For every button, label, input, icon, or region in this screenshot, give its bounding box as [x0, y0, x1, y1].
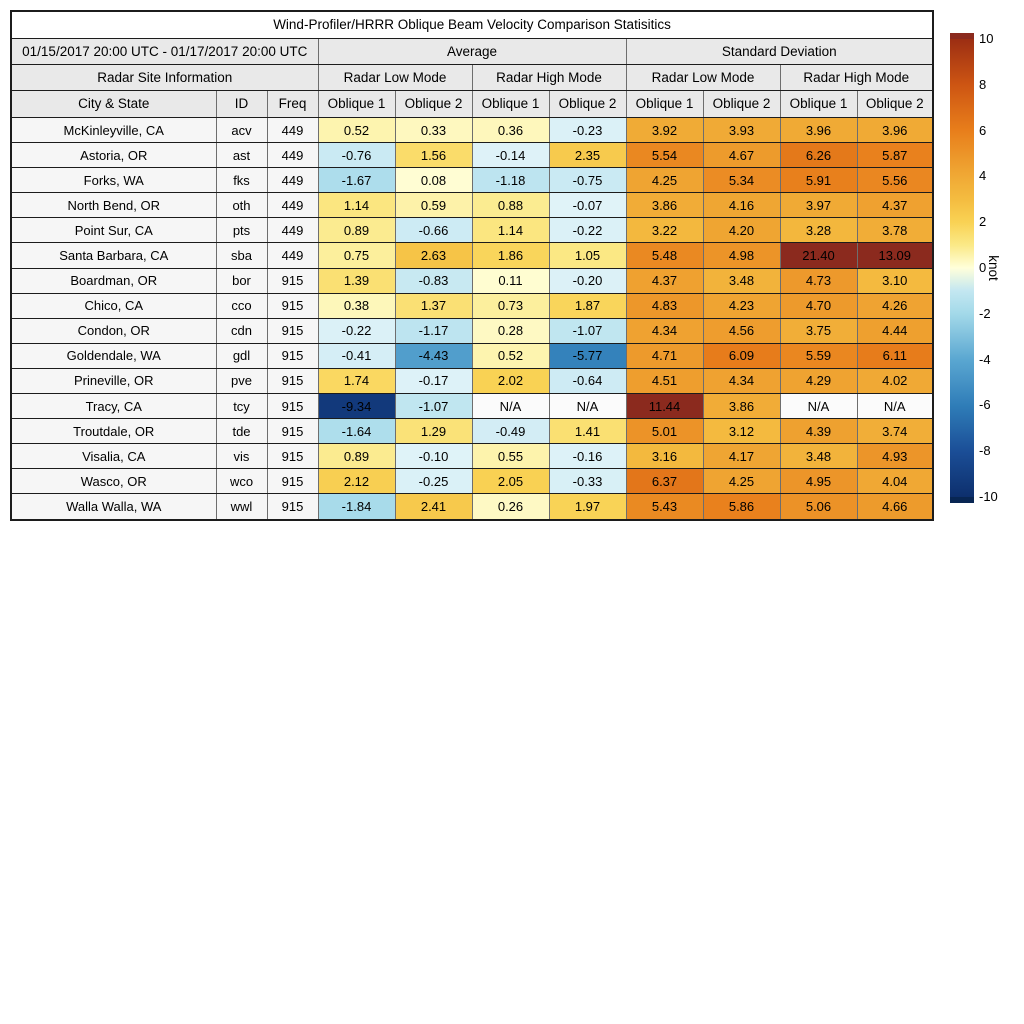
value-cell: 3.12: [703, 419, 780, 444]
title-row: [11, 11, 933, 39]
value-cell: -0.76: [318, 143, 395, 168]
value-cell: 3.16: [626, 444, 703, 469]
city-cell: Point Sur, CA: [11, 218, 216, 243]
value-cell: N/A: [472, 394, 549, 419]
value-cell: 0.88: [472, 193, 549, 218]
colorbar-tick-label: -6: [979, 397, 991, 413]
col-header-oblique1: Oblique 1: [472, 91, 549, 118]
id-cell: sba: [216, 243, 267, 268]
value-cell: 13.09: [857, 243, 933, 268]
col-header-id: ID: [216, 91, 267, 118]
value-cell: 1.39: [318, 268, 395, 293]
value-cell: -1.84: [318, 494, 395, 520]
value-cell: 4.51: [626, 368, 703, 393]
value-cell: -0.22: [549, 218, 626, 243]
value-cell: 6.37: [626, 469, 703, 494]
table-row: [11, 368, 933, 393]
value-cell: 3.86: [626, 193, 703, 218]
value-cell: 0.28: [472, 318, 549, 343]
city-cell: Santa Barbara, CA: [11, 243, 216, 268]
value-cell: 0.59: [395, 193, 472, 218]
value-cell: 4.98: [703, 243, 780, 268]
table-row: [11, 444, 933, 469]
col-header-oblique2: Oblique 2: [703, 91, 780, 118]
id-cell: pts: [216, 218, 267, 243]
freq-cell: 915: [267, 494, 318, 520]
id-cell: bor: [216, 268, 267, 293]
freq-cell: 449: [267, 168, 318, 193]
value-cell: 4.17: [703, 444, 780, 469]
freq-cell: 915: [267, 268, 318, 293]
table-row: [11, 268, 933, 293]
value-cell: 4.83: [626, 293, 703, 318]
value-cell: 4.39: [780, 419, 857, 444]
col-header-oblique2: Oblique 2: [395, 91, 472, 118]
value-cell: 3.96: [780, 118, 857, 143]
freq-cell: 915: [267, 318, 318, 343]
colorbar-tick-label: 4: [979, 168, 987, 184]
value-cell: -0.25: [395, 469, 472, 494]
value-cell: 2.02: [472, 368, 549, 393]
id-cell: wco: [216, 469, 267, 494]
table-title: Wind-Profiler/HRRR Oblique Beam Velocity Comparison Statisitics: [11, 11, 933, 39]
table-row: [11, 168, 933, 193]
colorbar-tick-label: 8: [979, 76, 987, 92]
group-header-average: Average: [318, 39, 626, 65]
table-row: [11, 118, 933, 143]
value-cell: 1.29: [395, 419, 472, 444]
value-cell: 4.66: [857, 494, 933, 520]
value-cell: 4.73: [780, 268, 857, 293]
freq-cell: 915: [267, 469, 318, 494]
value-cell: 4.56: [703, 318, 780, 343]
value-cell: -1.64: [318, 419, 395, 444]
value-cell: 4.93: [857, 444, 933, 469]
freq-cell: 449: [267, 218, 318, 243]
city-cell: Troutdale, OR: [11, 419, 216, 444]
freq-cell: 449: [267, 143, 318, 168]
value-cell: 3.48: [780, 444, 857, 469]
value-cell: -0.75: [549, 168, 626, 193]
colorbar-tick-label: -8: [979, 443, 991, 459]
col-header-oblique1: Oblique 1: [626, 91, 703, 118]
city-cell: Astoria, OR: [11, 143, 216, 168]
table-row: [11, 218, 933, 243]
value-cell: 0.08: [395, 168, 472, 193]
value-cell: 0.36: [472, 118, 549, 143]
value-cell: -1.67: [318, 168, 395, 193]
value-cell: 3.96: [857, 118, 933, 143]
value-cell: 1.86: [472, 243, 549, 268]
value-cell: 5.87: [857, 143, 933, 168]
table-row: [11, 343, 933, 368]
value-cell: -0.14: [472, 143, 549, 168]
value-cell: 2.05: [472, 469, 549, 494]
value-cell: 3.93: [703, 118, 780, 143]
id-cell: cco: [216, 293, 267, 318]
value-cell: 4.37: [626, 268, 703, 293]
city-cell: North Bend, OR: [11, 193, 216, 218]
value-cell: 4.67: [703, 143, 780, 168]
value-cell: 3.74: [857, 419, 933, 444]
value-cell: 5.86: [703, 494, 780, 520]
colorbar-tick-label: -10: [979, 489, 998, 504]
value-cell: -0.66: [395, 218, 472, 243]
value-cell: 1.97: [549, 494, 626, 520]
value-cell: 0.38: [318, 293, 395, 318]
mode-header-std-high: Radar High Mode: [780, 65, 933, 91]
city-cell: Condon, OR: [11, 318, 216, 343]
value-cell: 6.09: [703, 343, 780, 368]
freq-cell: 449: [267, 243, 318, 268]
value-cell: 0.52: [472, 343, 549, 368]
value-cell: 3.78: [857, 218, 933, 243]
col-header-oblique2: Oblique 2: [549, 91, 626, 118]
value-cell: 4.34: [703, 368, 780, 393]
value-cell: N/A: [857, 394, 933, 419]
value-cell: 4.44: [857, 318, 933, 343]
table-row: [11, 293, 933, 318]
value-cell: 4.29: [780, 368, 857, 393]
value-cell: -1.07: [395, 394, 472, 419]
freq-cell: 915: [267, 368, 318, 393]
value-cell: 1.05: [549, 243, 626, 268]
value-cell: 0.89: [318, 444, 395, 469]
value-cell: 4.37: [857, 193, 933, 218]
value-cell: 1.87: [549, 293, 626, 318]
value-cell: 5.34: [703, 168, 780, 193]
stats-table: [10, 10, 934, 521]
value-cell: -0.20: [549, 268, 626, 293]
value-cell: 5.48: [626, 243, 703, 268]
table-row: [11, 494, 933, 520]
value-cell: 2.41: [395, 494, 472, 520]
id-cell: gdl: [216, 343, 267, 368]
city-cell: McKinleyville, CA: [11, 118, 216, 143]
id-cell: cdn: [216, 318, 267, 343]
value-cell: 5.06: [780, 494, 857, 520]
value-cell: -0.41: [318, 343, 395, 368]
mode-header-avg-low: Radar Low Mode: [318, 65, 472, 91]
value-cell: 4.26: [857, 293, 933, 318]
value-cell: 2.63: [395, 243, 472, 268]
value-cell: 3.92: [626, 118, 703, 143]
value-cell: -0.22: [318, 318, 395, 343]
city-cell: Wasco, OR: [11, 469, 216, 494]
value-cell: 4.95: [780, 469, 857, 494]
value-cell: 5.01: [626, 419, 703, 444]
value-cell: 3.10: [857, 268, 933, 293]
mode-header-std-low: Radar Low Mode: [626, 65, 780, 91]
value-cell: 0.55: [472, 444, 549, 469]
freq-cell: 915: [267, 394, 318, 419]
value-cell: 21.40: [780, 243, 857, 268]
colorbar-tick-label: 2: [979, 214, 987, 230]
value-cell: 3.22: [626, 218, 703, 243]
freq-cell: 449: [267, 118, 318, 143]
value-cell: -4.43: [395, 343, 472, 368]
value-cell: 3.48: [703, 268, 780, 293]
col-header-city-state: City & State: [11, 91, 216, 118]
value-cell: 4.16: [703, 193, 780, 218]
value-cell: 1.14: [318, 193, 395, 218]
value-cell: 4.23: [703, 293, 780, 318]
value-cell: 4.04: [857, 469, 933, 494]
value-cell: -0.64: [549, 368, 626, 393]
value-cell: 4.25: [703, 469, 780, 494]
site-info-header: Radar Site Information: [11, 65, 318, 91]
value-cell: 4.70: [780, 293, 857, 318]
value-cell: -0.33: [549, 469, 626, 494]
col-header-freq: Freq: [267, 91, 318, 118]
colorbar-gradient: [950, 33, 974, 503]
value-cell: 5.54: [626, 143, 703, 168]
value-cell: 5.56: [857, 168, 933, 193]
table-row: [11, 394, 933, 419]
value-cell: 11.44: [626, 394, 703, 419]
table-row: [11, 419, 933, 444]
value-cell: -0.49: [472, 419, 549, 444]
id-cell: tcy: [216, 394, 267, 419]
value-cell: 3.28: [780, 218, 857, 243]
value-cell: N/A: [549, 394, 626, 419]
mode-header-row: [11, 65, 933, 91]
city-cell: Walla Walla, WA: [11, 494, 216, 520]
freq-cell: 915: [267, 419, 318, 444]
value-cell: 0.89: [318, 218, 395, 243]
column-header-row: [11, 91, 933, 118]
value-cell: 0.26: [472, 494, 549, 520]
value-cell: 0.75: [318, 243, 395, 268]
col-header-oblique1: Oblique 1: [318, 91, 395, 118]
date-range: 01/15/2017 20:00 UTC - 01/17/2017 20:00 UTC: [11, 39, 318, 65]
value-cell: -0.23: [549, 118, 626, 143]
value-cell: -9.34: [318, 394, 395, 419]
table-row: [11, 193, 933, 218]
value-cell: -0.10: [395, 444, 472, 469]
value-cell: 1.56: [395, 143, 472, 168]
id-cell: wwl: [216, 494, 267, 520]
value-cell: N/A: [780, 394, 857, 419]
id-cell: tde: [216, 419, 267, 444]
col-header-oblique2: Oblique 2: [857, 91, 933, 118]
value-cell: 0.73: [472, 293, 549, 318]
value-cell: -1.17: [395, 318, 472, 343]
id-cell: oth: [216, 193, 267, 218]
city-cell: Tracy, CA: [11, 394, 216, 419]
group-header-std-deviation: Standard Deviation: [626, 39, 933, 65]
city-cell: Boardman, OR: [11, 268, 216, 293]
value-cell: 0.33: [395, 118, 472, 143]
colorbar-tick-label: 6: [979, 122, 987, 138]
city-cell: Chico, CA: [11, 293, 216, 318]
freq-cell: 915: [267, 444, 318, 469]
colorbar-tick-label: 10: [979, 31, 994, 46]
value-cell: -5.77: [549, 343, 626, 368]
value-cell: -0.07: [549, 193, 626, 218]
value-cell: 4.34: [626, 318, 703, 343]
value-cell: 1.14: [472, 218, 549, 243]
freq-cell: 915: [267, 343, 318, 368]
value-cell: 4.71: [626, 343, 703, 368]
value-cell: 0.11: [472, 268, 549, 293]
value-cell: -0.16: [549, 444, 626, 469]
value-cell: 5.91: [780, 168, 857, 193]
table-row: [11, 469, 933, 494]
value-cell: 4.25: [626, 168, 703, 193]
group-header-row: [11, 39, 933, 65]
mode-header-avg-high: Radar High Mode: [472, 65, 626, 91]
value-cell: 6.26: [780, 143, 857, 168]
colorbar-unit-label: knot: [986, 255, 1001, 281]
colorbar-tick-label: 0: [979, 260, 987, 275]
id-cell: pve: [216, 368, 267, 393]
table-row: [11, 143, 933, 168]
value-cell: -1.07: [549, 318, 626, 343]
table-row: [11, 318, 933, 343]
col-header-oblique1: Oblique 1: [780, 91, 857, 118]
freq-cell: 915: [267, 293, 318, 318]
value-cell: 3.86: [703, 394, 780, 419]
id-cell: vis: [216, 444, 267, 469]
value-cell: 1.41: [549, 419, 626, 444]
value-cell: 1.37: [395, 293, 472, 318]
value-cell: 0.52: [318, 118, 395, 143]
value-cell: 2.12: [318, 469, 395, 494]
value-cell: 1.74: [318, 368, 395, 393]
city-cell: Forks, WA: [11, 168, 216, 193]
colorbar: [950, 33, 1024, 503]
value-cell: 3.97: [780, 193, 857, 218]
id-cell: ast: [216, 143, 267, 168]
value-cell: 4.20: [703, 218, 780, 243]
value-cell: 5.43: [626, 494, 703, 520]
id-cell: fks: [216, 168, 267, 193]
colorbar-tick-label: -4: [979, 351, 991, 367]
colorbar-tick-label: -2: [979, 305, 991, 321]
value-cell: 2.35: [549, 143, 626, 168]
city-cell: Visalia, CA: [11, 444, 216, 469]
id-cell: acv: [216, 118, 267, 143]
value-cell: -1.18: [472, 168, 549, 193]
table-body: [11, 118, 933, 521]
value-cell: -0.83: [395, 268, 472, 293]
table-row: [11, 243, 933, 268]
value-cell: 6.11: [857, 343, 933, 368]
freq-cell: 449: [267, 193, 318, 218]
city-cell: Prineville, OR: [11, 368, 216, 393]
value-cell: 3.75: [780, 318, 857, 343]
city-cell: Goldendale, WA: [11, 343, 216, 368]
value-cell: -0.17: [395, 368, 472, 393]
value-cell: 4.02: [857, 368, 933, 393]
value-cell: 5.59: [780, 343, 857, 368]
